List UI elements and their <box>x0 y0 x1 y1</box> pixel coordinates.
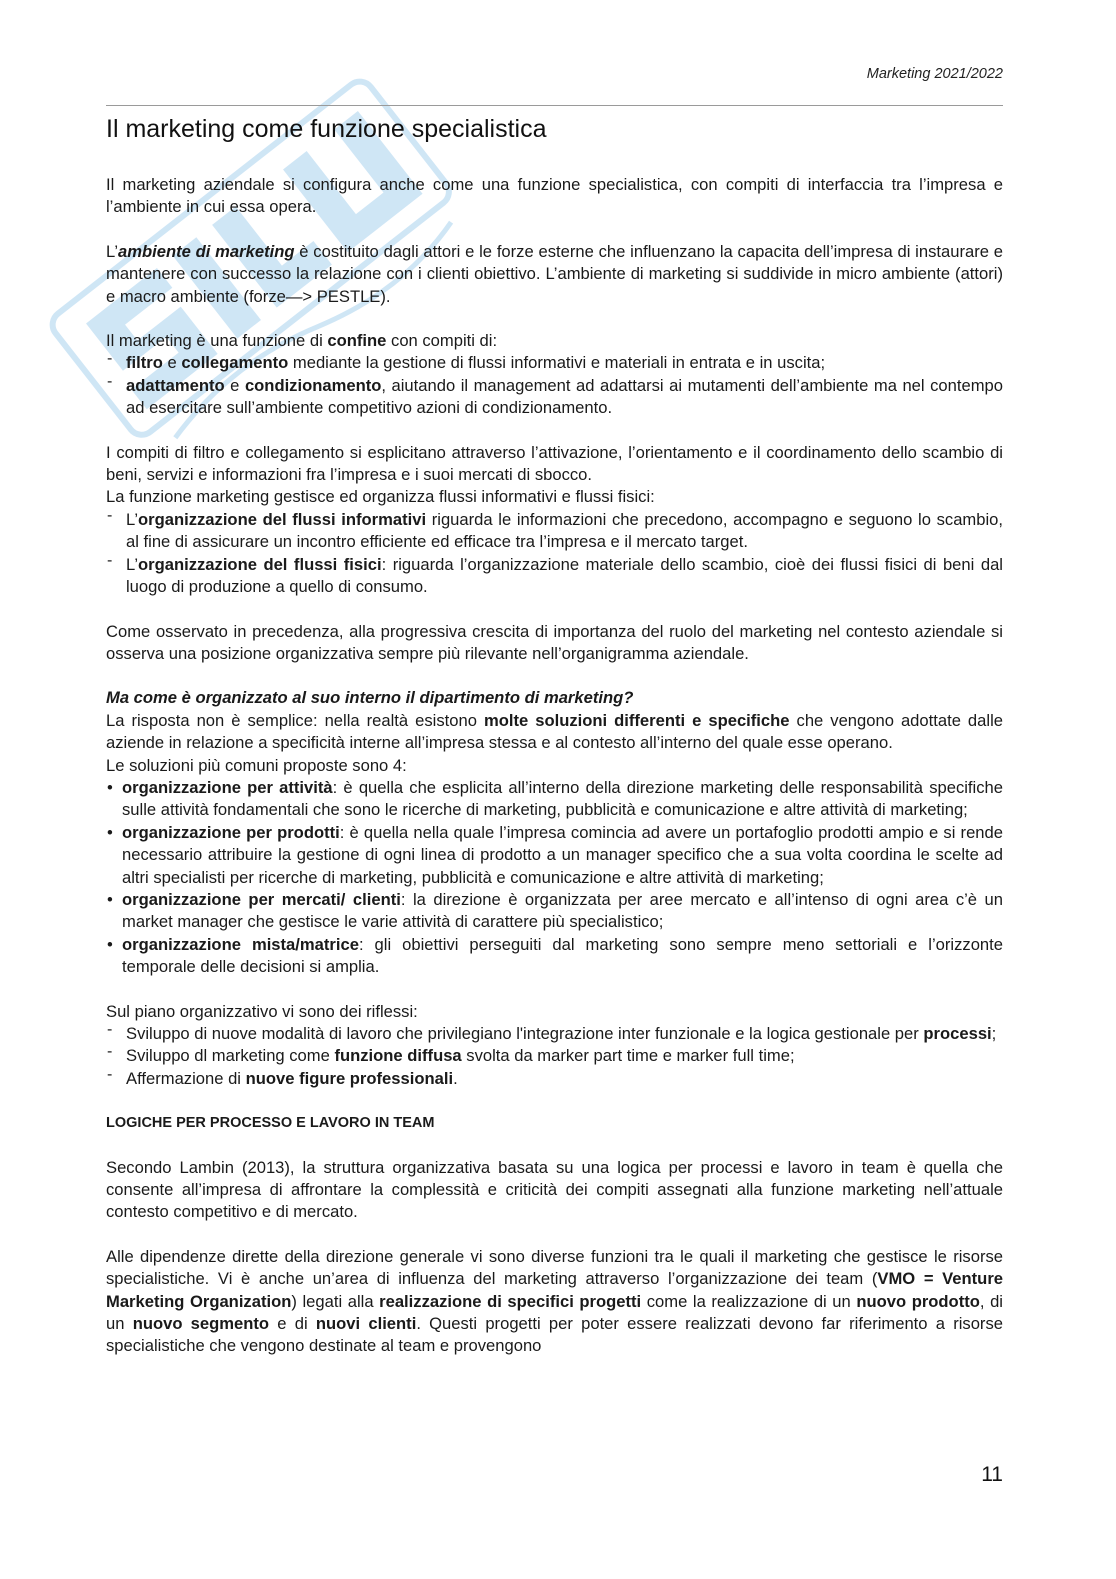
paragraph-vmo: Alle dipendenze dirette della direzione generale vi sono diverse funzioni tra le quali il marketing che gestisce le risorse specialistiche. Vi è anche un’area di influenza del marketing attraverso l’organizzazione dei team (VMO = Venture Marketing Organization) legati alla realizzazione di specifici progetti come la realizzazione di un nuovo prodotto, di un nuovo segmento e di nuovi clienti. Questi progetti per poter essere realizzati devono far riferimento a risorse specialistiche che vengono destinate al team e provengono <box>106 1246 1003 1356</box>
list-item: - Affermazione di nuove figure professionali. <box>106 1068 1003 1090</box>
riflessi-list <box>106 1023 1003 1090</box>
list-item: - filtro e collegamento mediante la gestione di flussi informativi e materiali in entrata e in uscita; <box>106 352 1003 374</box>
list-item: - Sviluppo di nuove modalità di lavoro che privilegiano l'integrazione inter funzionale e la logica gestionale per processi; <box>106 1023 1003 1045</box>
running-header: Marketing 2021/2022 <box>866 66 1003 82</box>
paragraph-compiti: I compiti di filtro e collegamento si esplicitano attraverso l’attivazione, l’orientamento e il coordinamento dello scambio di beni, servizi e informazioni fra l’impresa e i suoi mercati di sbocco. <box>106 442 1003 485</box>
paragraph-flussi-intro: La funzione marketing gestisce ed organizza flussi informativi e flussi fisici: <box>106 487 655 507</box>
list-item: • organizzazione per mercati/ clienti: la direzione è organizzata per aree mercato e all’intenso di ogni area c’è un market manager che gestisce le varie attività di carattere più specialistico; <box>106 889 1003 934</box>
list-item: - adattamento e condizionamento, aiutando il management ad adattarsi ai mutamenti dell’ambiente ma nel contempo ad esercitare sull’ambiente competitivo azioni di condizionamento. <box>106 375 1003 420</box>
list-item: • organizzazione per prodotti: è quella nella quale l’impresa comincia ad avere un portafoglio prodotti ampio e si rende necessario attribuire la gestione di ogni linea di prodotto a un manager specifico che a sua volta coordina le scelte ad altri specialisti per ricerche di marketing, pubblicità e comunicazione e altre attività di marketing; <box>106 822 1003 889</box>
section-title: Il marketing come funzione specialistica <box>106 115 547 143</box>
paragraph-riflessi-intro: Sul piano organizzativo vi sono dei riflessi: <box>106 1001 418 1021</box>
page-body <box>106 114 1003 1358</box>
list-item: • organizzazione mista/matrice: gli obiettivi perseguiti dal marketing sono sempre meno settoriali e l’orizzonte temporale delle decisioni si amplia. <box>106 934 1003 979</box>
list-item: • organizzazione per attività: è quella che esplicita all’interno della direzione marketing delle responsabilità specifiche sulle attività fondamentali che sono le ricerche di marketing, pubblicità e comunicazione e altre attività di marketing; <box>106 777 1003 822</box>
confine-list <box>106 352 1003 419</box>
paragraph-intro: Il marketing aziendale si configura anche come una funzione specialistica, con compiti di interfaccia tra l’impresa e l’ambiente in cui essa opera. <box>106 175 1003 217</box>
paragraph-crescita: Come osservato in precedenza, alla progressiva crescita di importanza del ruolo del marketing nel contesto aziendale si osserva una posizione organizzativa sempre più rilevante nell’organigramma aziendale. <box>106 621 1003 663</box>
header-divider <box>106 105 1003 106</box>
list-item: - L’organizzazione del flussi fisici: riguarda l’organizzazione materiale dello scambio, cioè dei flussi fisici di beni dal luogo di produzione a quello di consumo. <box>106 554 1003 599</box>
paragraph-confine: Il marketing è una funzione di confine con compiti di: <box>106 331 498 351</box>
solutions-list <box>106 777 1003 979</box>
paragraph-lambin: Secondo Lambin (2013), la struttura organizzativa basata su una logica per processi e lavoro in team è quella che consente all’impresa di affrontare la complessità e criticità dei compiti assegnati alla funzione marketing nell’attuale contesto competitivo e di mercato. <box>106 1157 1003 1222</box>
term-ambiente-di-marketing: ambiente di marketing <box>118 241 295 261</box>
paragraph-risposta: La risposta non è semplice: nella realtà esistono molte soluzioni differenti e specifiche che vengono adottate dalle aziende in relazione a specificità interne all’impresa stessa e al contesto all’interno del quale esse operano. <box>106 710 1003 753</box>
page-number: 11 <box>981 1463 1003 1486</box>
list-item: - L’organizzazione del flussi informativi riguarda le informazioni che precedono, accompagno e seguono lo scambio, al fine di assicurare un incontro efficiente ed efficace tra l’impresa e il mercato target. <box>106 509 1003 554</box>
paragraph-ambiente: L’ambiente di marketing è costituito dagli attori e le forze esterne che influenzano la capacita dell’impresa di instaurare e mantenere con successo la relazione con i clienti obiettivo. L’ambiente di marketing si suddivide in micro ambiente (attori) e macro ambiente (forze—> PESTLE). <box>106 241 1003 306</box>
subheading-logiche: LOGICHE PER PROCESSO E LAVORO IN TEAM <box>106 1115 435 1132</box>
list-item: - Sviluppo dl marketing come funzione diffusa svolta da marker part time e marker full time; <box>106 1045 1003 1067</box>
paragraph-soluzioni-intro: Le soluzioni più comuni proposte sono 4: <box>106 755 407 775</box>
question-heading: Ma come è organizzato al suo interno il dipartimento di marketing? <box>106 688 634 708</box>
flussi-list <box>106 509 1003 599</box>
